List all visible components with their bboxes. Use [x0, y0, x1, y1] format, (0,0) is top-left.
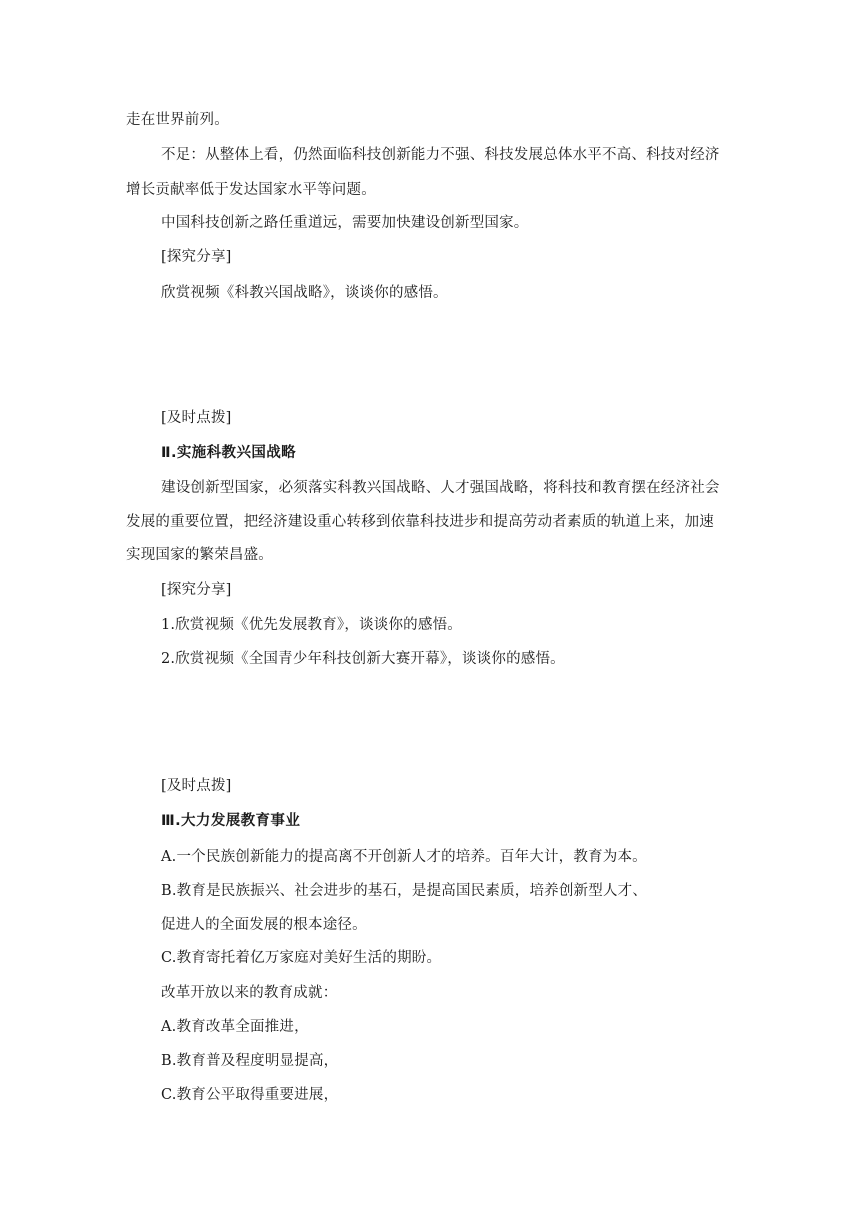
explore-item-2b: 2.欣赏视频《全国青少年科技创新大赛开幕》，谈谈你的感悟。 — [161, 651, 565, 667]
explore-heading-1: [探究分享] — [161, 249, 232, 265]
tips-heading-2: [及时点拨] — [161, 410, 232, 426]
section-title-3: Ⅲ.大力发展教育事业 — [161, 813, 301, 829]
point-b: B.教育是民族振兴、社会进步的基石，是提高国民素质，培养创新型人才、 — [161, 883, 648, 899]
tips-heading-3: [及时点拨] — [161, 778, 232, 794]
section2-para-line-1: 建设创新型国家，必须落实科教兴国战略、人才强国战略，将科技和教育摆在经济社会 — [161, 480, 720, 496]
shortcoming-line-2: 增长贡献率低于发达国家水平等问题。 — [126, 182, 376, 198]
section-title-2: Ⅱ.实施科教兴国战略 — [161, 445, 297, 461]
shortcoming-line-1: 不足：从整体上看，仍然面临科技创新能力不强、科技发展总体水平不高、科技对经济 — [161, 147, 720, 163]
section2-para-line-2: 发展的重要位置，把经济建设重心转移到依靠科技进步和提高劳动者素质的轨道上来，加速 — [126, 514, 714, 530]
paragraph-continuation: 走在世界前列。 — [126, 112, 229, 128]
achievement-c: C.教育公平取得重要进展， — [161, 1087, 339, 1103]
explore-item-1: 欣赏视频《科教兴国战略》，谈谈你的感悟。 — [161, 285, 448, 301]
explore-item-2a: 1.欣赏视频《优先发展教育》，谈谈你的感悟。 — [161, 617, 462, 633]
explore-heading-2: [探究分享] — [161, 582, 232, 598]
point-b-continued: 促进人的全面发展的根本途径。 — [161, 917, 367, 933]
point-c: C.教育寄托着亿万家庭对美好生活的期盼。 — [161, 950, 442, 966]
point-a: A.一个民族创新能力的提高离不开创新人才的培养。百年大计，教育为本。 — [161, 849, 647, 865]
achievements-heading: 改革开放以来的教育成就： — [161, 985, 338, 1001]
conclusion-text: 中国科技创新之路任重道远，需要加快建设创新型国家。 — [161, 215, 529, 231]
section2-para-line-3: 实现国家的繁荣昌盛。 — [126, 547, 273, 563]
achievement-a: A.教育改革全面推进， — [161, 1019, 309, 1035]
achievement-b: B.教育普及程度明显提高， — [161, 1053, 339, 1069]
